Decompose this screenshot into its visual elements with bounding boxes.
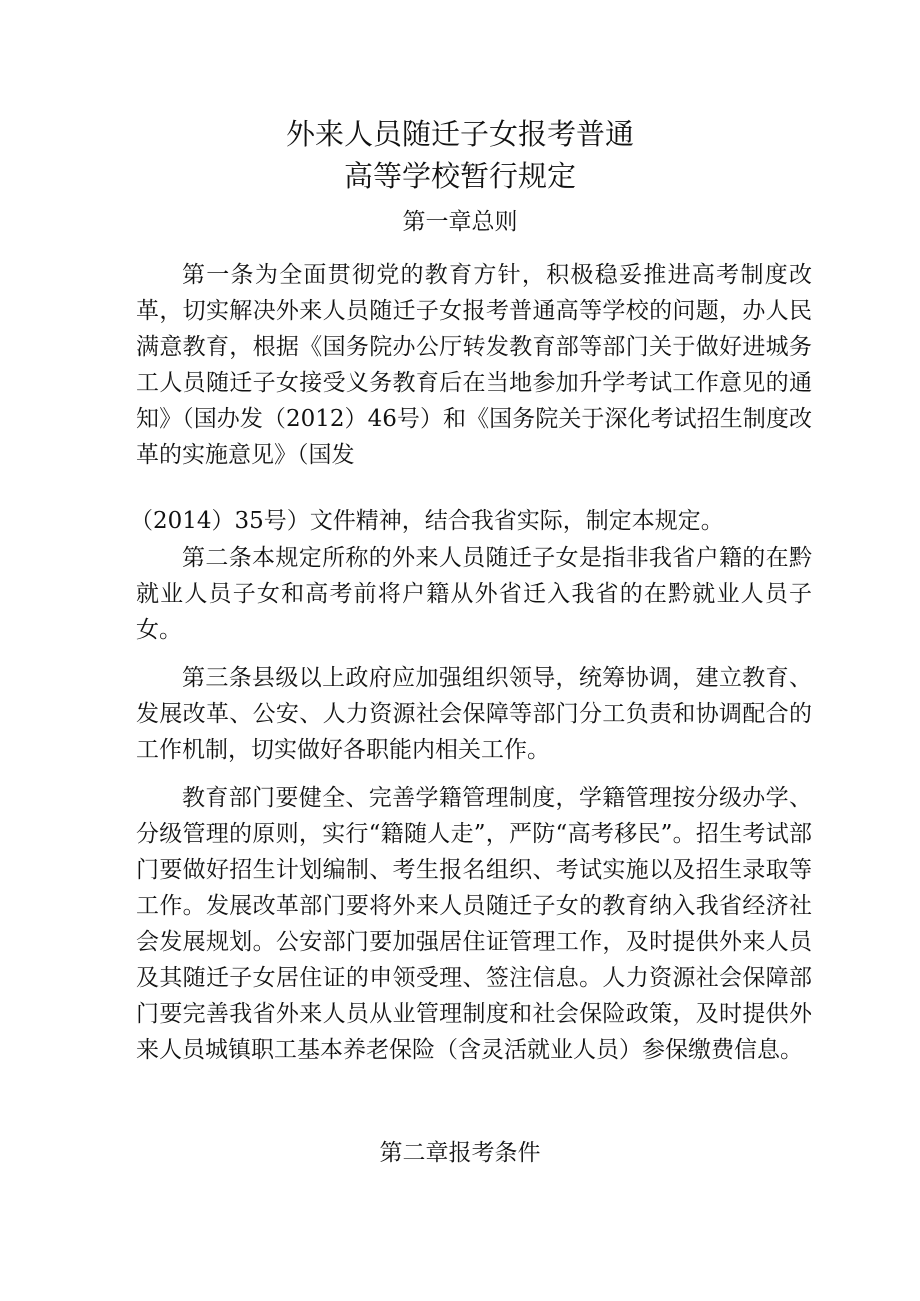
article-2-paragraph: 第二条本规定所称的外来人员随迁子女是指非我省户籍的在黔就业人员子女和高考前将户籍从外省迁入我省的在黔就业人员子女。 <box>136 545 812 643</box>
document-title-line-1: 外来人员随迁子女报考普通 <box>285 117 634 151</box>
chapter-2-heading: 第二章报考条件 <box>379 1140 541 1166</box>
article-1-paragraph: 第一条为全面贯彻党的教育方针，积极稳妥推进高考制度改革，切实解决外来人员随迁子女报考普通高等学校的问题，办人民满意教育，根据《国务院办公厅转发教育部等部门关于做好进城务工人员随迁子女接受义务教育后在当地参加升学考试工作意见的通知》（国办发（2012）46号）和《国务院关于深化考试招生制度改革的实施意见》（国发 <box>136 262 812 468</box>
article-1-continuation: （2014）35号）文件精神，结合我省实际，制定本规定。 <box>130 508 724 534</box>
document-title-line-2: 高等学校暂行规定 <box>343 159 576 193</box>
article-3-paragraph: 第三条县级以上政府应加强组织领导，统筹协调，建立教育、发展改革、公安、人力资源社会保障等部门分工负责和协调配合的工作机制，切实做好各职能内相关工作。 <box>136 665 812 763</box>
article-3-detail-paragraph: 教育部门要健全、完善学籍管理制度，学籍管理按分级办学、分级管理的原则，实行“籍随人走”，严防“高考移民”。招生考试部门要做好招生计划编制、考生报名组织、考试实施以及招生录取等工作。发展改革部门要将外来人员随迁子女的教育纳入我省经济社会发展规划。公安部门要加强居住证管理工作，及时提供外来人员及其随迁子女居住证的申领受理、签注信息。人力资源社会保障部门要完善我省外来人员从业管理制度和社会保险政策，及时提供外来人员城镇职工基本养老保险（含灵活就业人员）参保缴费信息。 <box>136 785 812 1063</box>
chapter-1-heading: 第一章总则 <box>402 209 518 235</box>
